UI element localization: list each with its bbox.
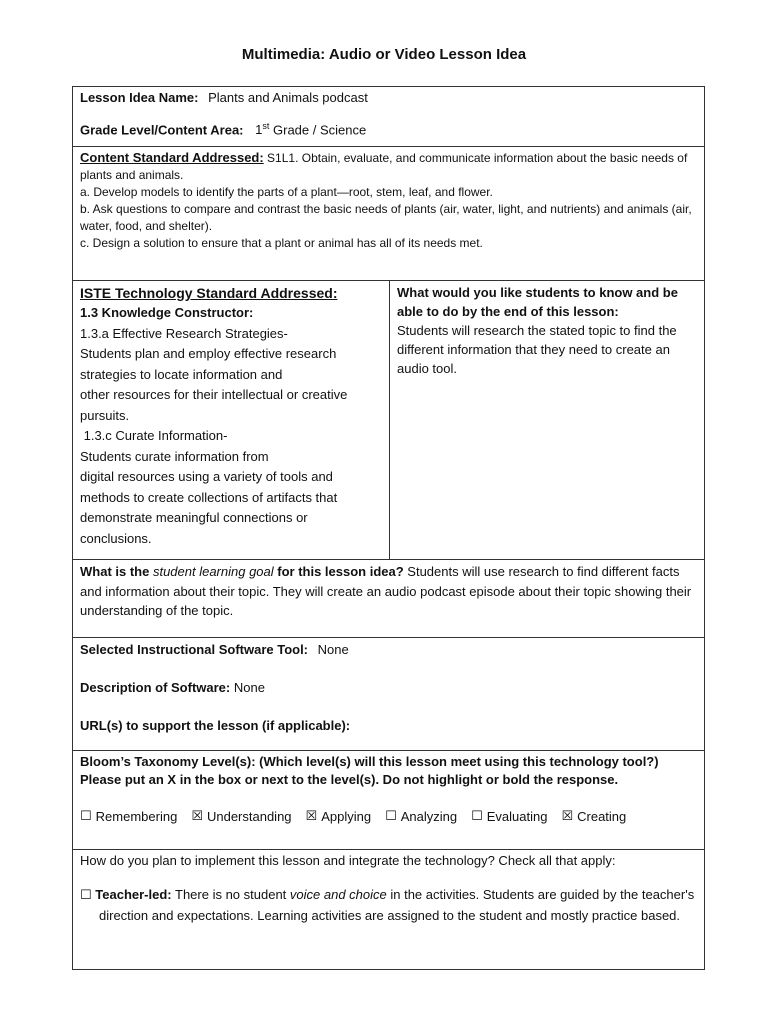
implementation-question: How do you plan to implement this lesson and integrate the technology? Check all that apply: <box>80 853 616 868</box>
software-tool-label: Selected Instructional Software Tool: <box>80 642 309 657</box>
grade-number: 1 <box>255 122 263 138</box>
blooms-question: Bloom’s Taxonomy Level(s): (Which level(s) will this lesson meet using this technology tool?) <box>80 754 659 769</box>
teacher-led-label: Teacher-led: <box>95 887 172 902</box>
checkbox-icon: ☐ <box>80 809 92 824</box>
software-tool-value: None <box>317 642 349 657</box>
teacher-led-text-start: There is no student <box>171 887 290 902</box>
blooms-creating[interactable]: ☒ Creating <box>561 809 627 824</box>
checkbox-checked-icon: ☒ <box>191 809 203 824</box>
iste-line-4: 1.3.c Curate Information- <box>80 428 228 443</box>
content-standard-c: c. Design a solution to ensure that a plant or animal has all of its needs met. <box>80 236 483 250</box>
blooms-instructions: Please put an X in the box or next to the level(s). Do not highlight or bold the response. <box>80 772 619 787</box>
goal-answer: Students will use research to find different facts and information about their topic. They will create an audio podcast episode about their topic showing their understanding of the topic. <box>80 564 692 618</box>
objective-question: What would you like students to know and be able to do by the end of this lesson: <box>397 285 678 319</box>
teacher-led-checkbox-icon[interactable]: ☐ <box>80 888 92 903</box>
teacher-led-emphasis: voice and choice <box>289 887 387 902</box>
iste-line-6: digital resources using a variety of tools and methods to create collections of artifacts that demonstrate meaningful connections or conclusions. <box>80 469 338 546</box>
teacher-led-text-end: in the activities. Students are guided by the teacher's direction and expectations. Learning activities are assigned to the student and mostly practice based. <box>99 887 695 923</box>
iste-heading: ISTE Technology Standard Addressed: <box>80 285 338 301</box>
iste-objective-row <box>73 281 704 560</box>
content-standard-b: b. Ask questions to compare and contrast the basic needs of plants (air, water, light, and nutrients) and animals (air, water, food, and shelter). <box>80 202 692 233</box>
lesson-info-row <box>73 87 704 147</box>
checkbox-checked-icon: ☒ <box>561 809 574 824</box>
goal-question-emphasis: student learning goal <box>152 564 274 579</box>
iste-line-1: 1.3.a Effective Research Strategies- <box>80 325 288 341</box>
learning-goal-row <box>73 560 704 638</box>
lesson-name-value: Plants and Animals podcast <box>208 90 368 105</box>
software-description-value: None <box>230 680 265 695</box>
blooms-applying[interactable]: ☒ Applying <box>305 809 372 824</box>
blooms-levels <box>80 809 697 824</box>
content-standard-a: a. Develop models to identify the parts of a plant—root, stem, leaf, and flower. <box>80 185 493 199</box>
content-standard-text: S1L1. Obtain, evaluate, and communicate information about the basic needs of plants and animals. <box>80 151 688 182</box>
iste-subheading: 1.3 Knowledge Constructor: <box>80 305 254 320</box>
content-standard-row <box>73 147 704 281</box>
iste-line-5: Students curate information from <box>80 448 269 464</box>
blooms-evaluating[interactable]: ☐ Evaluating <box>471 809 548 824</box>
implementation-row <box>73 850 704 969</box>
goal-question-start: What is the <box>80 564 153 579</box>
content-standard-label: Content Standard Addressed: <box>80 150 264 165</box>
blooms-remembering[interactable]: ☐ Remembering <box>80 809 178 824</box>
grade-suffix: st <box>262 121 270 131</box>
iste-line-2: Students plan and employ effective research strategies to locate information and <box>80 346 337 382</box>
iste-line-3: other resources for their intellectual or creative pursuits. <box>80 387 348 423</box>
blooms-row <box>73 751 704 850</box>
objective-answer: Students will research the stated topic to find the different information that they need to create an audio tool. <box>397 323 677 376</box>
goal-question-end: for this lesson idea? <box>273 564 404 579</box>
grade-label: Grade Level/Content Area: <box>80 122 244 138</box>
checkbox-icon: ☐ <box>385 809 397 824</box>
blooms-analyzing[interactable]: ☐ Analyzing <box>385 809 458 824</box>
checkbox-checked-icon: ☒ <box>305 809 318 824</box>
software-row <box>73 638 704 751</box>
grade-value: Grade / Science <box>269 122 367 138</box>
checkbox-icon: ☐ <box>471 809 483 824</box>
lesson-name-label: Lesson Idea Name: <box>80 90 199 105</box>
software-description-label: Description of Software: <box>80 680 231 695</box>
document-title: Multimedia: Audio or Video Lesson Idea <box>241 46 527 63</box>
lesson-form <box>72 86 705 970</box>
url-label: URL(s) to support the lesson (if applicable): <box>80 718 351 733</box>
blooms-understanding[interactable]: ☒ Understanding <box>191 809 292 824</box>
